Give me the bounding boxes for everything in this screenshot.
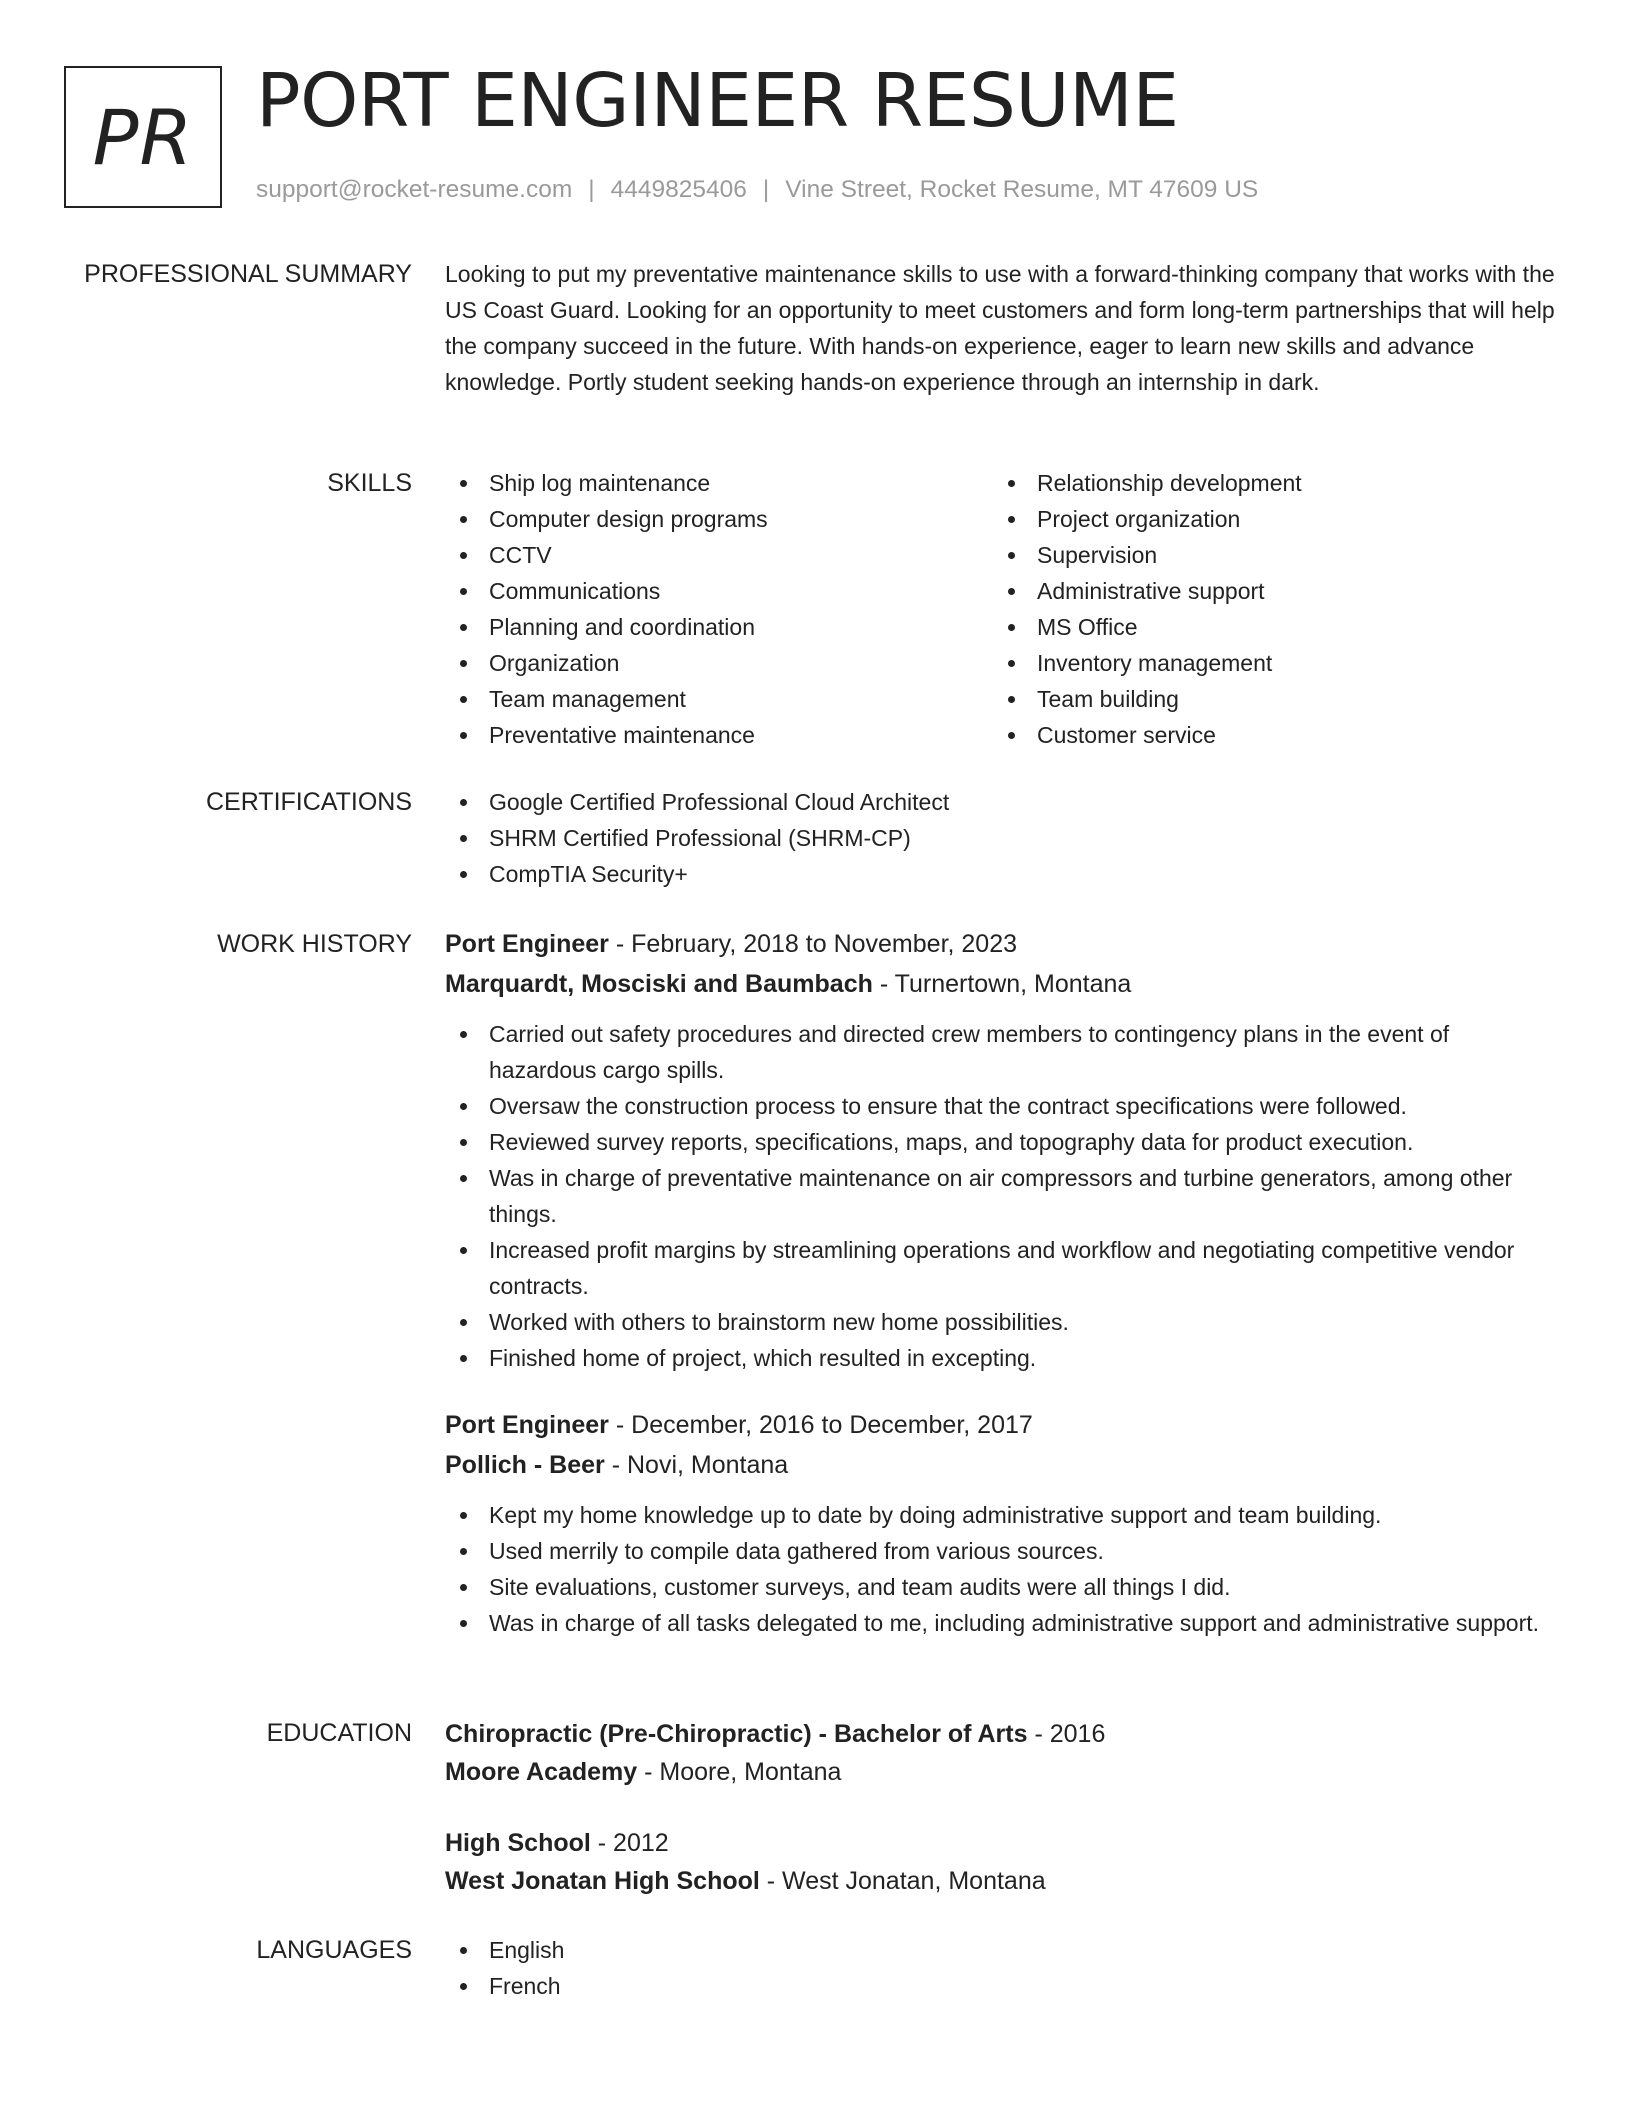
skill-item: Administrative support: [993, 573, 1541, 609]
education-year: - 2016: [1027, 1720, 1106, 1748]
job-entry: [445, 924, 1565, 1376]
job-bullet: Was in charge of all tasks delegated to me, including administrative support and administrative support.: [445, 1605, 1555, 1641]
job-dates: - December, 2016 to December, 2017: [608, 1411, 1033, 1439]
summary-text: Looking to put my preventative maintenance skills to use with a forward-thinking company that works with the US Coast Guard. Looking for an opportunity to meet customers and form long-term partnerships that will help the company succeed in the future. With hands-on experience, eager to learn new skills and advance knowledge. Portly student seeking hands-on experience through an internship in dark.: [445, 261, 1555, 395]
job-dates: - February, 2018 to November, 2023: [608, 930, 1018, 958]
skill-item: Supervision: [993, 537, 1541, 573]
job-bullet: Worked with others to brainstorm new home possibilities.: [445, 1304, 1555, 1340]
skill-item: Computer design programs: [445, 501, 993, 537]
skill-item: Communications: [445, 573, 993, 609]
contact-line: [256, 174, 1258, 206]
job-title: Port Engineer: [445, 1411, 609, 1439]
certifications-body: [445, 784, 1565, 892]
education-school-line: [445, 1862, 1565, 1900]
job-bullet: Reviewed survey reports, specifications, maps, and topography data for product execution.: [445, 1124, 1555, 1160]
skill-item: Preventative maintenance: [445, 717, 993, 753]
skill-item: MS Office: [993, 609, 1541, 645]
education-degree-line: [445, 1824, 1565, 1862]
skill-item: Ship log maintenance: [445, 465, 993, 501]
monogram-logo: PR: [64, 66, 222, 208]
section-label-work: WORK HISTORY: [217, 930, 412, 958]
job-location: - Turnertown, Montana: [872, 970, 1132, 998]
job-company-line: [445, 964, 1565, 1004]
job-bullet: Increased profit margins by streamlining operations and workflow and negotiating competitive vendor contracts.: [445, 1232, 1555, 1304]
education-entry: [445, 1824, 1565, 1900]
education-body: [445, 1715, 1565, 1900]
language-item: French: [445, 1968, 1565, 2004]
skill-item: Project organization: [993, 501, 1541, 537]
education-location: - Moore, Montana: [637, 1758, 842, 1786]
education-school: West Jonatan High School: [445, 1867, 760, 1895]
job-entry: [445, 1405, 1565, 1641]
job-bullets: [445, 1497, 1555, 1641]
education-entry: [445, 1715, 1565, 1791]
language-item: English: [445, 1932, 1565, 1968]
education-location: - West Jonatan, Montana: [759, 1867, 1046, 1895]
contact-email: support@rocket-resume.com: [256, 176, 573, 203]
skill-item: Team management: [445, 681, 993, 717]
job-bullet: Carried out safety procedures and directed crew members to contingency plans in the event of hazardous cargo spills.: [445, 1016, 1555, 1088]
skill-item: Organization: [445, 645, 993, 681]
job-bullet: Kept my home knowledge up to date by doing administrative support and team building.: [445, 1497, 1555, 1533]
contact-separator: |: [762, 176, 770, 203]
section-label-summary: PROFESSIONAL SUMMARY: [84, 260, 412, 288]
skills-body: [445, 465, 1565, 753]
contact-separator: |: [588, 176, 595, 203]
job-company: Pollich - Beer: [445, 1451, 605, 1479]
job-company: Marquardt, Mosciski and Baumbach: [445, 970, 873, 998]
job-bullet: Finished home of project, which resulted in excepting.: [445, 1340, 1555, 1376]
skills-list-left: [445, 465, 993, 753]
skill-item: Customer service: [993, 717, 1541, 753]
work-body: [445, 924, 1565, 1641]
skills-list-right: [993, 465, 1541, 753]
section-label-skills: SKILLS: [327, 469, 412, 497]
certifications-list: [445, 784, 1565, 892]
skill-item: Inventory management: [993, 645, 1541, 681]
job-location: - Novi, Montana: [604, 1451, 789, 1479]
job-bullet: Used merrily to compile data gathered from various sources.: [445, 1533, 1555, 1569]
job-bullets: [445, 1016, 1555, 1376]
education-school-line: [445, 1753, 1565, 1791]
certification-item: CompTIA Security+: [445, 856, 1565, 892]
certification-item: SHRM Certified Professional (SHRM-CP): [445, 820, 1565, 856]
job-title-line: [445, 1405, 1565, 1445]
education-degree-line: [445, 1715, 1565, 1753]
languages-list: [445, 1932, 1565, 2004]
job-bullet: Was in charge of preventative maintenance on air compressors and turbine generators, among other things.: [445, 1160, 1555, 1232]
certification-item: Google Certified Professional Cloud Architect: [445, 784, 1565, 820]
skill-item: Relationship development: [993, 465, 1541, 501]
contact-phone: 4449825406: [610, 176, 747, 203]
skill-item: CCTV: [445, 537, 993, 573]
section-label-certifications: CERTIFICATIONS: [205, 788, 412, 816]
skill-item: Team building: [993, 681, 1541, 717]
skill-item: Planning and coordination: [445, 609, 993, 645]
job-title-line: [445, 924, 1565, 964]
contact-address: Vine Street, Rocket Resume, MT 47609 US: [785, 176, 1259, 203]
education-degree: High School: [445, 1829, 591, 1857]
education-year: - 2012: [590, 1829, 669, 1857]
page-title: PORT ENGINEER RESUME: [256, 58, 1179, 144]
education-degree: Chiropractic (Pre-Chiropractic) - Bachelor of Arts: [445, 1720, 1028, 1748]
education-school: Moore Academy: [445, 1758, 638, 1786]
section-label-languages: LANGUAGES: [256, 1936, 412, 1964]
job-title: Port Engineer: [445, 930, 609, 958]
job-bullet: Site evaluations, customer surveys, and team audits were all things I did.: [445, 1569, 1555, 1605]
section-label-education: EDUCATION: [266, 1719, 412, 1747]
job-company-line: [445, 1445, 1565, 1485]
languages-body: [445, 1932, 1565, 2004]
job-bullet: Oversaw the construction process to ensure that the contract specifications were followed.: [445, 1088, 1555, 1124]
